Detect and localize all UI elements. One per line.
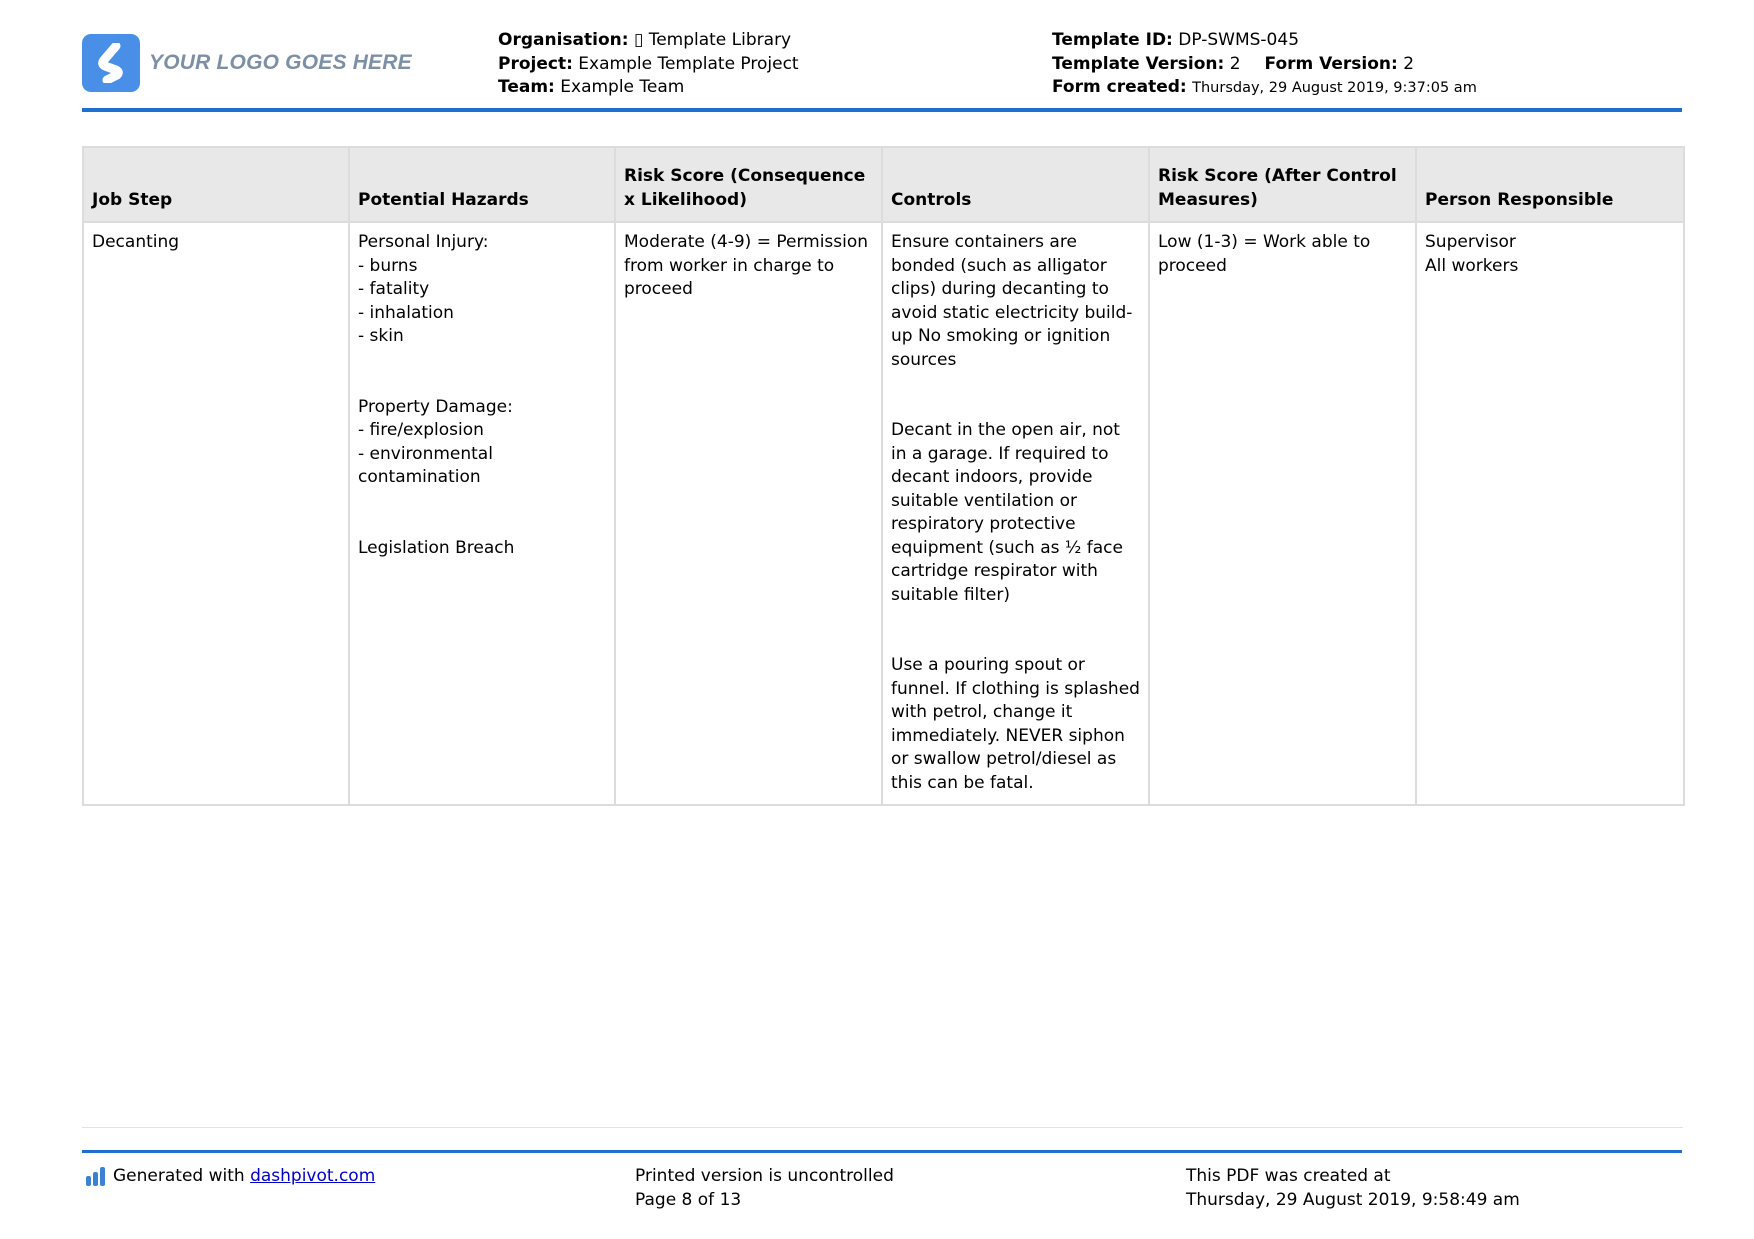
form-created-value: Thursday, 29 August 2019, 9:37:05 am bbox=[1192, 80, 1477, 96]
uncontrolled-notice: Printed version is uncontrolled bbox=[635, 1166, 894, 1186]
table-header-row bbox=[83, 147, 1684, 222]
table-row bbox=[83, 222, 1684, 805]
cell-job-step: Decanting bbox=[83, 222, 349, 805]
header-controls: Controls bbox=[882, 147, 1149, 222]
cell-risk-score-before: Moderate (4-9) = Permission from worker in charge to proceed bbox=[615, 222, 882, 805]
header-person-responsible: Person Responsible bbox=[1416, 147, 1684, 222]
project-value: Example Template Project bbox=[578, 53, 799, 74]
organisation-line: Organisation: ▯ Template Library bbox=[498, 30, 792, 50]
page-number: Page 8 of 13 bbox=[635, 1189, 742, 1210]
template-id-value: DP-SWMS-045 bbox=[1178, 30, 1300, 50]
cell-person-responsible: Supervisor All workers bbox=[1416, 222, 1684, 805]
header-job-step: Job Step bbox=[83, 147, 349, 222]
header-potential-hazards: Potential Hazards bbox=[349, 147, 615, 222]
template-version-value: 2 bbox=[1229, 53, 1241, 74]
header-project-info bbox=[498, 29, 799, 100]
logo-mark-icon bbox=[82, 34, 140, 92]
cell-controls: Ensure containers are bonded (such as alligator clips) during decanting to avoid static electricity build-up No smoking or ignition sources Decant in the open air, not in a garage. If required to decant indoors, provide suitable ventilation or respiratory protective equipment (such as ½ face cartridge respirator with suitable filter) Use a pouring spout or funnel. If clothing is splashed with petrol, change it immediately. NEVER siphon or swallow petrol/diesel as this can be fatal. bbox=[882, 222, 1149, 805]
footer-divider bbox=[82, 1150, 1682, 1153]
cell-risk-score-after: Low (1-3) = Work able to proceed bbox=[1149, 222, 1416, 805]
project-line: Project: Example Template Project bbox=[498, 53, 799, 74]
team-value: Example Team bbox=[560, 77, 685, 97]
team-line: Team: Example Team bbox=[498, 77, 685, 97]
pdf-created-value: Thursday, 29 August 2019, 9:58:49 am bbox=[1186, 1189, 1520, 1210]
form-created-line: Form created: Thursday, 29 August 2019, 9:37:05 am bbox=[1052, 77, 1477, 97]
pdf-created-label: This PDF was created at bbox=[1186, 1166, 1391, 1186]
header-template-info bbox=[1052, 29, 1477, 101]
footer-print-info bbox=[635, 1165, 894, 1212]
template-id-line: Template ID: DP-SWMS-045 bbox=[1052, 30, 1300, 50]
footer-created-info bbox=[1186, 1165, 1520, 1212]
form-version-value: 2 bbox=[1403, 53, 1415, 74]
organisation-value: ▯ Template Library bbox=[633, 30, 792, 50]
header-divider bbox=[82, 108, 1682, 112]
logo-text: YOUR LOGO GOES HERE bbox=[149, 51, 412, 74]
version-line: Template Version: 2 Form Version: 2 bbox=[1052, 53, 1415, 74]
footer-generated: Generated with dashpivot.com bbox=[86, 1165, 375, 1189]
cell-potential-hazards: Personal Injury: - burns - fatality - inhalation - skin Property Damage: - fire/explosion - environmental contamination Legislation Breach bbox=[349, 222, 615, 805]
logo bbox=[82, 34, 412, 92]
header-risk-score-before: Risk Score (Consequence x Likelihood) bbox=[615, 147, 882, 222]
header-risk-score-after: Risk Score (After Control Measures) bbox=[1149, 147, 1416, 222]
swms-table bbox=[82, 146, 1685, 806]
dashpivot-bars-icon bbox=[86, 1167, 105, 1186]
dashpivot-link[interactable]: dashpivot.com bbox=[250, 1166, 376, 1186]
footer-thin-divider bbox=[82, 1127, 1683, 1128]
